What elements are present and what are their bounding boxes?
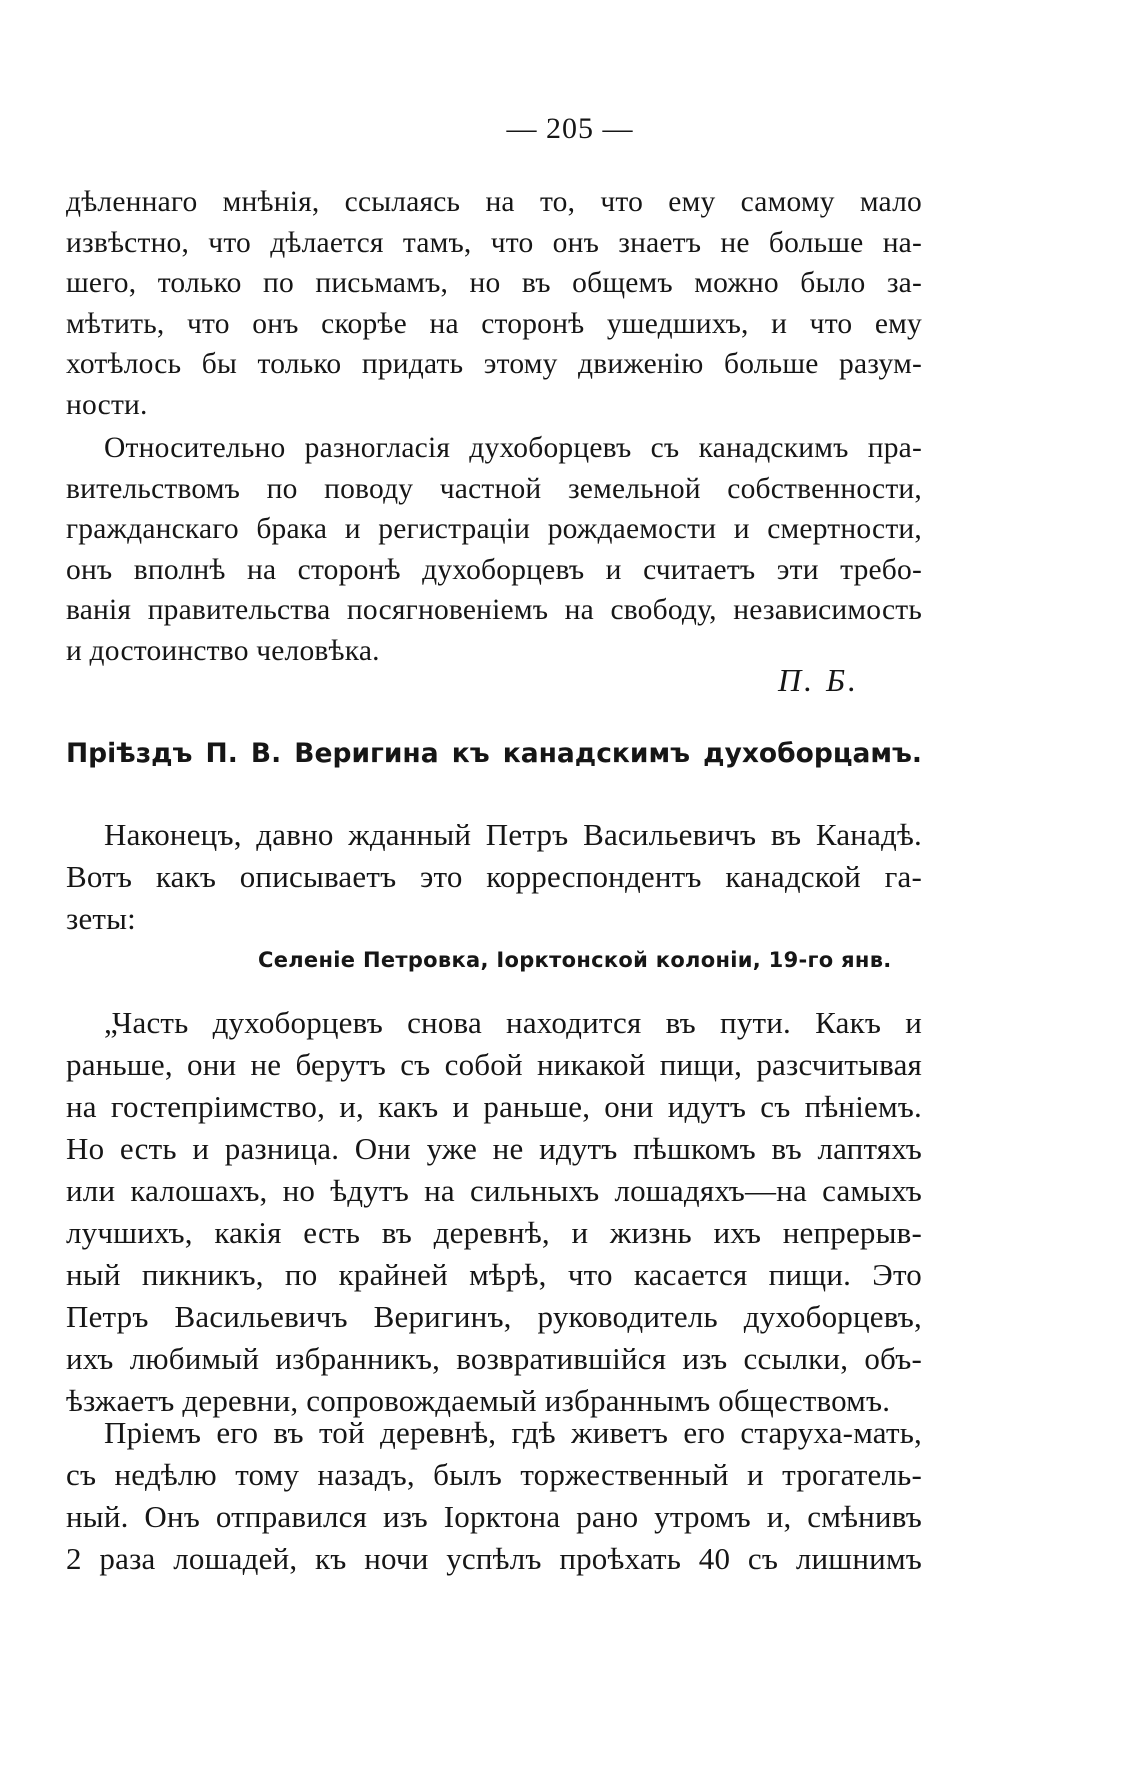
text-line: или калошахъ, но ѣдутъ на сильныхъ лошадяхъ—на самыхъ [66, 1173, 922, 1208]
paragraph-intro [66, 814, 922, 940]
text-line: онъ вполнѣ на сторонѣ духоборцевъ и считаетъ эти требо- [66, 553, 922, 586]
paragraph-continued [66, 182, 922, 425]
text-line: лучшихъ, какія есть въ деревнѣ, и жизнь ихъ непрерыв- [66, 1215, 922, 1250]
paragraph-quote [66, 1002, 922, 1422]
text-line: шего, только по письмамъ, но въ общемъ можно было за- [66, 267, 922, 299]
page-number: — 205 — [506, 112, 634, 145]
text-line: 2 раза лошадей, къ ночи успѣлъ проѣхать 40 съ лишнимъ [66, 1541, 922, 1576]
text-line: зеты: [66, 901, 136, 936]
text-line: на гостепріимство, и, какъ и раньше, они идутъ съ пѣніемъ. [66, 1089, 922, 1124]
section-heading: Пріѣздъ П. В. Веригина къ канадскимъ духоборцамъ. [66, 738, 922, 769]
text-line: Наконецъ, давно жданный Петръ Васильевичъ въ Канадѣ. [104, 817, 922, 852]
text-line: Вотъ какъ описываетъ это корреспондентъ канадской га- [66, 859, 922, 894]
text-line: гражданскаго брака и регистраціи рождаемости и смертности, [66, 513, 922, 545]
text-line: и достоинство человѣка. [66, 634, 380, 667]
paragraph-disagreement [66, 428, 922, 671]
text-line: ности. [66, 388, 148, 421]
text-line: раньше, они не берутъ съ собой никакой пищи, разсчитывая [66, 1047, 922, 1082]
text-line: ихъ любимый избранникъ, возвратившійся изъ ссылки, объ- [66, 1341, 922, 1376]
paragraph-reception [66, 1412, 922, 1580]
text-line: дѣленнаго мнѣнія, ссылаясь на то, что ему самому мало [66, 186, 922, 218]
text-line: мѣтить, что онъ скорѣе на сторонѣ ушедшихъ, и что ему [66, 307, 922, 340]
text-line: вительствомъ по поводу частной земельной собственности, [66, 472, 922, 505]
text-line: Пріемъ его въ той деревнѣ, гдѣ живетъ его старуха-мать, [104, 1415, 922, 1450]
text-line: Петръ Васильевичъ Веригинъ, руководитель духоборцевъ, [66, 1299, 922, 1334]
text-line: Относительно разногласія духоборцевъ съ канадскимъ пра- [104, 432, 922, 464]
text-line: извѣстно, что дѣлается тамъ, что онъ знаетъ не больше на- [66, 226, 922, 259]
dateline: Селеніе Петровка, Іорктонской колоніи, 19-го янв. [258, 948, 892, 972]
text-line: ный. Онъ отправился изъ Іорктона рано утромъ и, смѣнивъ [66, 1499, 922, 1534]
text-line: хотѣлось бы только придать этому движенію больше разум- [66, 348, 922, 380]
text-line: ванія правительства посягновеніемъ на свободу, независимость [66, 594, 922, 626]
author-signature: П. Б. [778, 662, 859, 698]
text-line: „Часть духоборцевъ снова находится въ пути. Какъ и [104, 1005, 922, 1040]
text-line: ный пикникъ, по крайней мѣрѣ, что касается пищи. Это [66, 1257, 922, 1292]
text-line: Но есть и разница. Они уже не идутъ пѣшкомъ въ лаптяхъ [66, 1131, 922, 1166]
text-line: ѣзжаетъ деревни, сопровождаемый избраннымъ обществомъ. [66, 1383, 891, 1418]
text-line: съ недѣлю тому назадъ, былъ торжественный и трогатель- [66, 1457, 922, 1492]
